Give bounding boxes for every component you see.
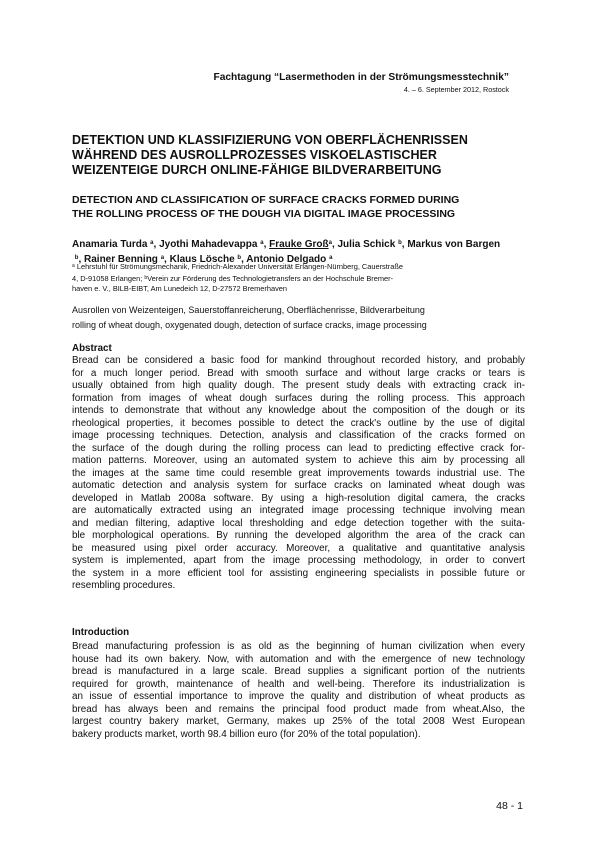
title-english	[72, 193, 524, 221]
text-line: automatic detection and analysis system for surface cracks on laminated wheat dough was	[72, 480, 525, 491]
author-name: Julia Schick	[337, 239, 396, 250]
keywords-german: Ausrollen von Weizenteigen, Sauerstoffanreicherung, Oberflächenrisse, Bildverarbeitung	[72, 305, 425, 315]
author-affiliation-mark: b	[398, 240, 402, 246]
title-english-line: THE ROLLING PROCESS OF THE DOUGH VIA DIGITAL IMAGE PROCESSING	[72, 208, 456, 221]
text-line: image processing techniques. Detection, analysis and classification of the cracks formed on	[72, 430, 525, 441]
text-line: bread has always been and remains the principal food product made from wheat.Also, the	[72, 703, 525, 715]
text-line: and median filtering, adaptive local thresholding and edge detection together with the suita-	[72, 517, 525, 529]
introduction-body	[72, 641, 525, 741]
affiliation-line	[72, 261, 524, 273]
author-affiliation-mark: b	[74, 254, 79, 261]
affiliation-mark: a	[72, 263, 75, 269]
title-german-line: WÄHREND DES AUSROLLPROZESSES VISKOELASTISCHER	[72, 148, 437, 163]
title-german	[72, 133, 524, 179]
author-name: Klaus Lösche	[169, 253, 235, 265]
page-number: 48 - 1	[496, 800, 523, 812]
title-german-line: DETEKTION UND KLASSIFIZIERUNG VON OBERFLÄCHENRISSEN	[72, 133, 468, 147]
text-line: Bread can be considered a basic food for mankind throughout recorded history, and probably	[72, 355, 525, 366]
text-line: bread is manufactured in a large scale. Bread supplies a significant portion of the nutrients	[72, 666, 525, 677]
author-affiliation-mark: b	[237, 254, 242, 261]
abstract-heading: Abstract	[72, 343, 112, 354]
affiliation-line: haven e. V., BILB-EIBT, Am Lunedeich 12, D-27572 Bremerhaven	[72, 284, 288, 294]
author-affiliation-mark: a	[328, 240, 332, 246]
affiliation-mark: b	[144, 274, 148, 281]
author-name-presenting: Frauke Groß	[269, 239, 329, 250]
text-line: for a much longer period. Bread with smooth surface and without large cracks or tears is	[72, 367, 525, 379]
text-line: Bread manufacturing profession is as old as the beginning of human civilization when every	[72, 641, 525, 652]
text-line: bakery products market, worth 98.4 billion euro (for 20% of the total population).	[72, 728, 421, 740]
author-name: Markus von Bargen	[407, 239, 501, 250]
title-german-line: WEIZENTEIGE DURCH ONLINE-FÄHIGE BILDVERARBEITUNG	[72, 163, 442, 178]
affiliation-text: 4, D-91058 Erlangen;	[72, 273, 143, 283]
text-line: mation patterns. Moreover, using an automated system to achieve this aim by processing all	[72, 455, 525, 466]
text-line: rheological properties, it becomes possible to detect the crack's outline by the use of digital	[72, 417, 525, 429]
text-line: largest country bakery market, Germany, makes up 25% of the total 2008 West European	[72, 716, 525, 727]
text-line: system is implemented, apart from the image processing methodology, in order to convert	[72, 555, 525, 566]
text-line: be measured using pixel order accuracy. Moreover, a qualitative and quantitative analysis	[72, 542, 525, 554]
text-line: house had its own bakery. Now, with automation and with the emergence of new technology	[72, 653, 525, 665]
author-affiliation-mark: a	[160, 254, 165, 261]
introduction-heading: Introduction	[72, 627, 130, 638]
author-name: Rainer Benning	[84, 253, 158, 265]
affiliation-text: Lehrstuhl für Strömungsmechanik, Friedrich-Alexander Universität Erlangen-Nürnberg, Cauerstraße	[76, 262, 403, 271]
text-line: an issue of essential importance to improve the quality and distribution of wheat products as	[72, 691, 525, 702]
text-line: are automatically extracted using an integrated image processing technique involving mean	[72, 505, 525, 516]
text-line: the system in a more efficient tool for assisting engineering specialists in possible future or	[72, 567, 525, 579]
text-line: the images at the same time could resemble great improvements towards industrial use. The	[72, 467, 525, 479]
author-line: Anamaria Turda $^a$, Jyothi Mahadevappa $^a$, Frauke Groß$^a$, Julia Schick $^b$, Markus von Bargen	[72, 239, 501, 250]
affiliations	[72, 261, 524, 295]
author-name: Antonio Delgado	[246, 253, 327, 265]
title-english-line: DETECTION AND CLASSIFICATION OF SURFACE CRACKS FORMED DURING	[72, 194, 460, 206]
text-line: usually obtained from high quality dough. The present study deals with extracting crack in-	[72, 380, 525, 391]
text-line: the surface of the dough during the rolling process can lead to predicting effective crack for-	[72, 442, 525, 454]
text-line: developed in Matlab 2008a software. By using a high-resolution digital camera, the cracks	[72, 492, 525, 504]
keywords-english: rolling of wheat dough, oxygenated dough, detection of surface cracks, image processing	[72, 320, 427, 330]
author-affiliation-mark: a	[260, 240, 264, 246]
text-line: intends to demonstrate that without any knowledge about the composition of the dough or its	[72, 405, 525, 416]
author-line: $^b$, Rainer Benning $^a$, Klaus Lösche $^b$, Antonio Delgado $^a$	[74, 253, 333, 265]
abstract-body	[72, 355, 525, 593]
text-line: required for growth, maintenance of health and well-being. Therefore its industrialization is	[72, 678, 525, 690]
author-name: Jyothi Mahadevappa	[159, 239, 258, 250]
author-affiliation-mark: a	[329, 254, 333, 261]
text-line: ble morphological operations. By running the developed algorithm the area of the crack can	[72, 530, 525, 541]
text-line: formation from images of wheat dough surfaces during the rolling process. This approach	[72, 392, 525, 404]
author-name: Anamaria Turda	[72, 239, 148, 250]
affiliation-line	[72, 273, 524, 285]
conference-title: Fachtagung “Lasermethoden in der Strömungsmesstechnik”	[213, 72, 509, 83]
affiliation-text: Verein zur Förderung des Technologietransfers an der Hochschule Bremer-	[147, 273, 394, 283]
author-affiliation-mark: a	[150, 240, 154, 246]
conference-date: 4. – 6. September 2012, Rostock	[403, 85, 509, 94]
text-line: resembling procedures.	[72, 580, 176, 591]
